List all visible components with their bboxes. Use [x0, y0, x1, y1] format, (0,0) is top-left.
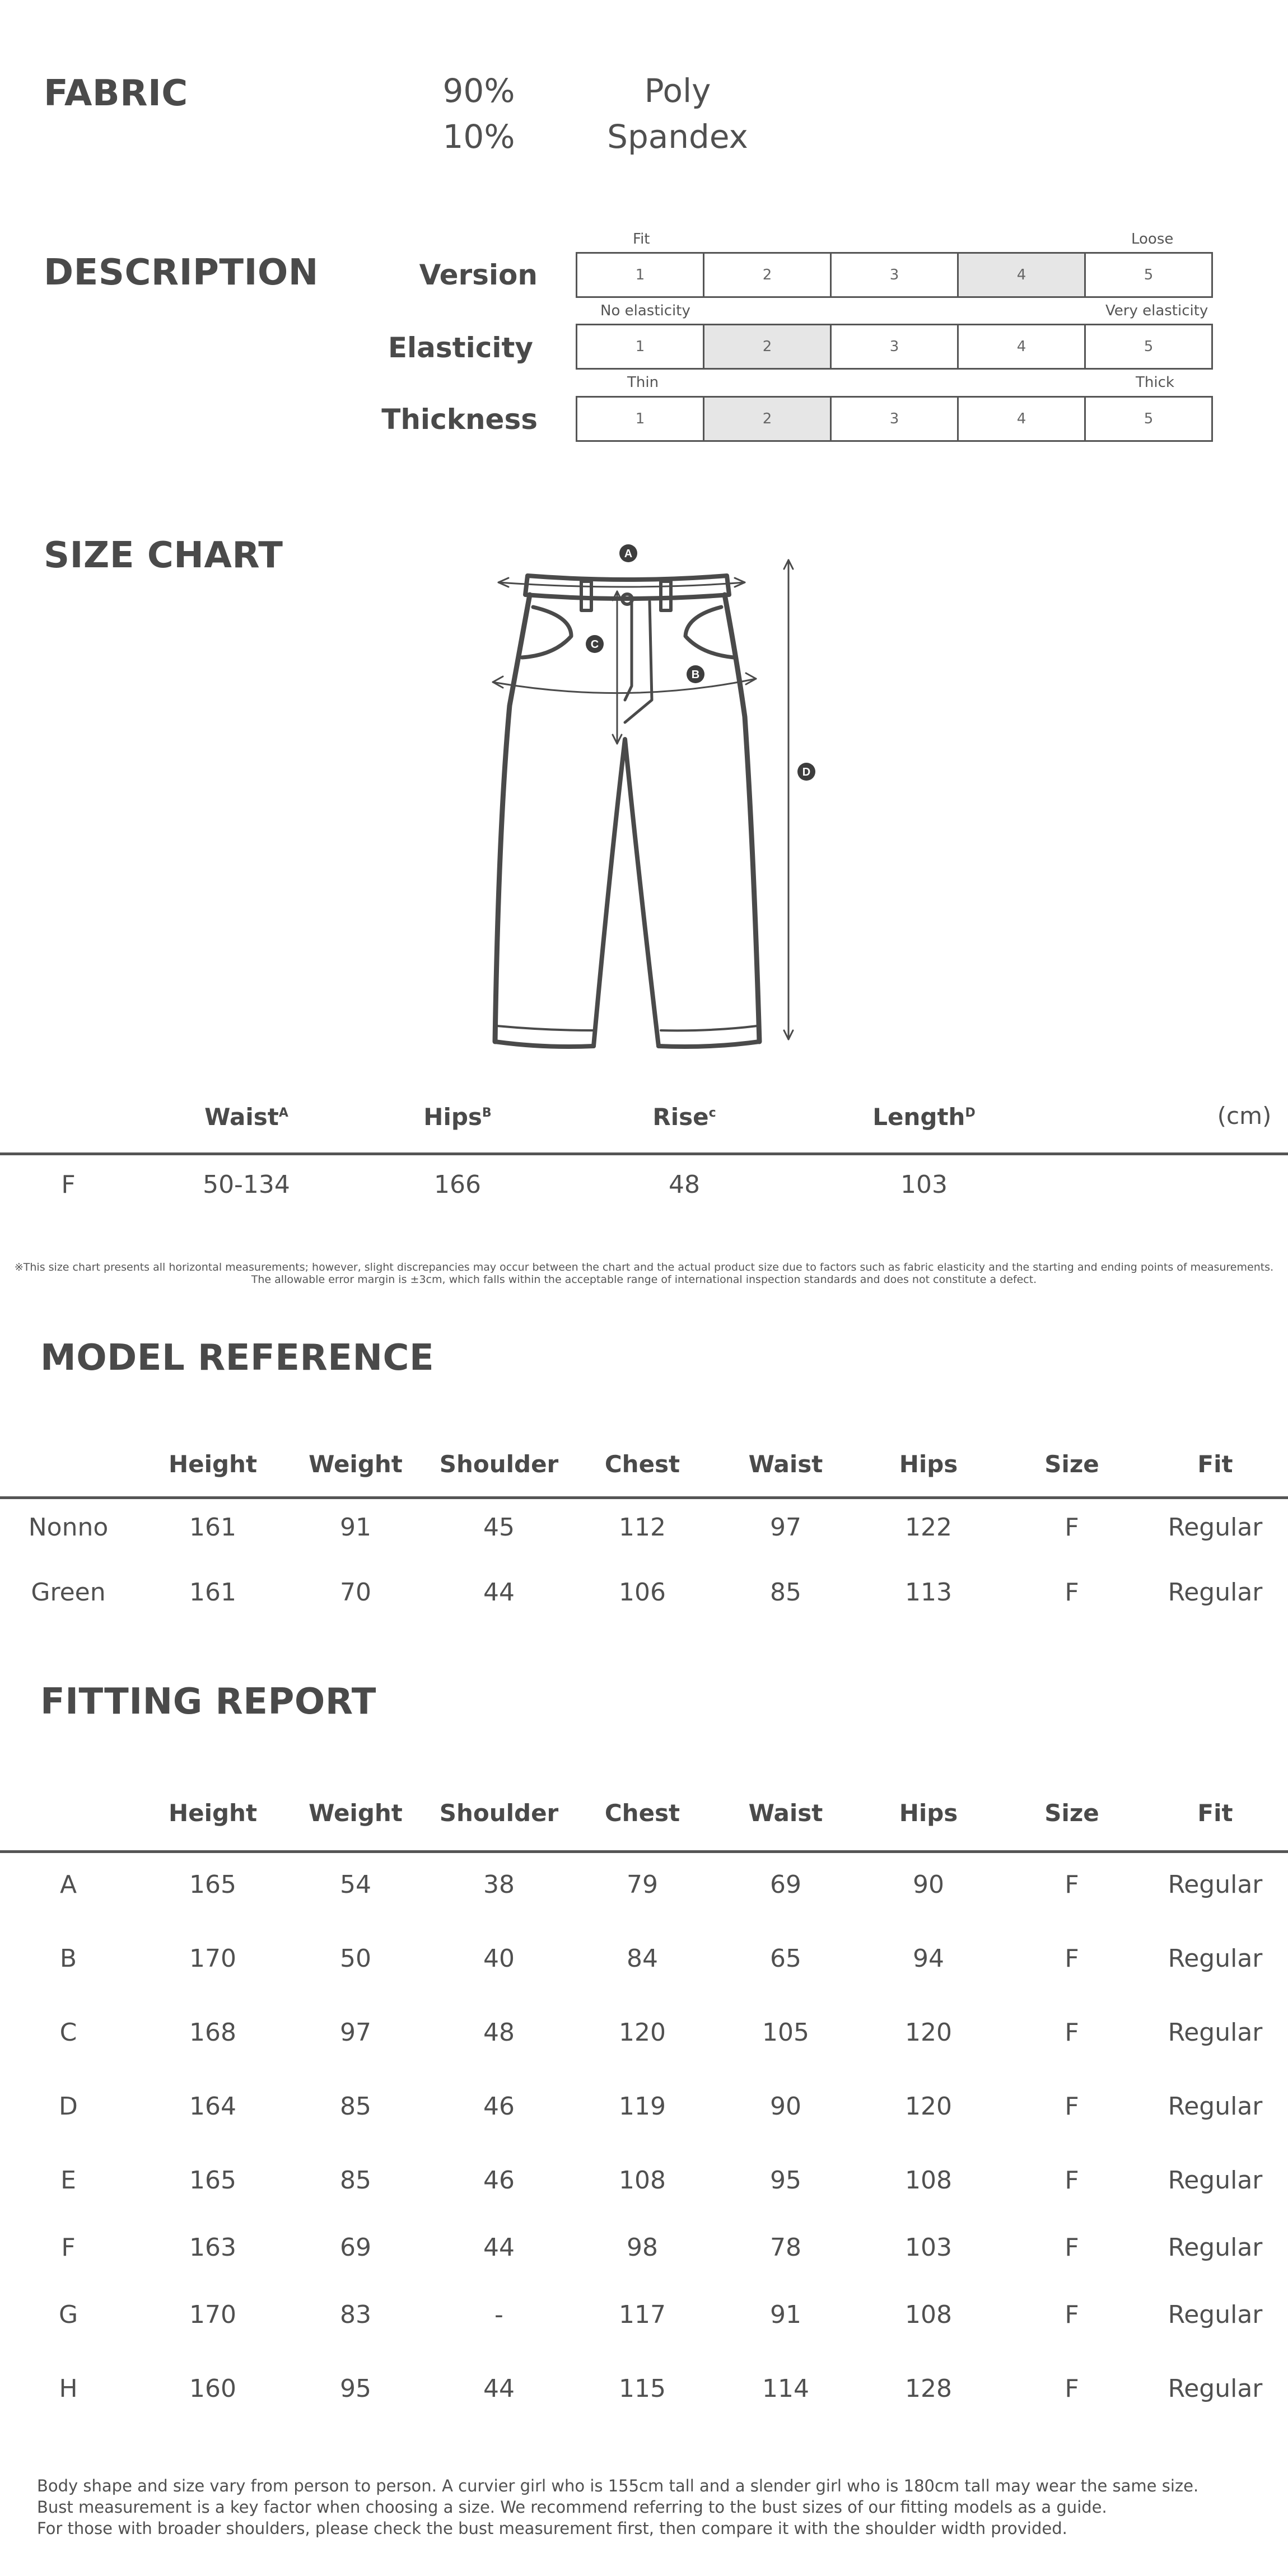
fit-table-rule	[0, 1850, 1288, 1853]
size-row-f-length: 103	[900, 1170, 948, 1199]
fit-row-cell: 79	[627, 1870, 658, 1899]
fit-row-cell: 38	[483, 1870, 515, 1899]
fit-row-cell: 94	[913, 1944, 944, 1973]
fit-row-cell: 90	[770, 2092, 801, 2121]
fit-row-cell: Regular	[1168, 2233, 1263, 2262]
fit-row-cell: 170	[189, 1944, 236, 1973]
elasticity-step-2: 2	[704, 325, 832, 368]
elasticity-step-3: 3	[832, 325, 959, 368]
fit-row-cell: Regular	[1168, 2018, 1263, 2047]
fit-header-hips: Hips	[899, 1799, 958, 1827]
fit-row-cell: F	[1065, 2092, 1079, 2121]
model-header-shoulder: Shoulder	[439, 1450, 559, 1478]
model-row-cell: 113	[905, 1578, 952, 1607]
model-row-cell: F	[1065, 1513, 1079, 1542]
fit-row-cell: 108	[905, 2300, 952, 2329]
version-label: Version	[419, 259, 538, 291]
fit-row-name: F	[61, 2233, 76, 2262]
size-row-f-waist: 50-134	[203, 1170, 290, 1199]
fit-row-cell: F	[1065, 2300, 1079, 2329]
fit-row-cell: 78	[770, 2233, 801, 2262]
size-row-f-hips: 166	[434, 1170, 481, 1199]
fit-row-cell: 114	[762, 2374, 809, 2403]
size-note-line2: The allowable error margin is ±3cm, which falls within the acceptable range of international inspection standards and does not constitute a defect.	[251, 1273, 1037, 1286]
footer-line3: For those with broader shoulders, please check the bust measurement first, then compare it with the shoulder width provided.	[37, 2519, 1067, 2538]
model-row-cell: Regular	[1168, 1578, 1263, 1607]
model-header-weight: Weight	[309, 1450, 403, 1478]
model-row-cell: 70	[340, 1578, 371, 1607]
size-table-rule	[0, 1152, 1288, 1155]
fit-row-cell: F	[1065, 2166, 1079, 2195]
fitting-report-title: FITTING REPORT	[40, 1681, 376, 1723]
fit-row-cell: 91	[770, 2300, 801, 2329]
model-row-cell: 85	[770, 1578, 801, 1607]
fit-row-cell: 168	[189, 2018, 236, 2047]
model-table-rule	[0, 1496, 1288, 1499]
size-unit: (cm)	[1217, 1102, 1272, 1130]
size-header-rise: Rise$^c$	[652, 1103, 716, 1131]
footer-line2: Bust measurement is a key factor when choosing a size. We recommend referring to the bust sizes of our fitting models as a guide.	[37, 2498, 1107, 2517]
fit-row-cell: 115	[619, 2374, 666, 2403]
fabric-material-2: Spandex	[607, 118, 748, 156]
model-row-cell: 44	[483, 1578, 515, 1607]
elasticity-right-end: Very elasticity	[1105, 302, 1208, 319]
fit-row-cell: F	[1065, 2018, 1079, 2047]
size-header-hips: Hips$^B$	[423, 1103, 492, 1131]
svg-text:D: D	[802, 766, 811, 778]
fit-row-cell: F	[1065, 2374, 1079, 2403]
fit-row-cell: 95	[770, 2166, 801, 2195]
fit-row-name: G	[58, 2300, 78, 2329]
fit-row-cell: Regular	[1168, 1944, 1263, 1973]
svg-text:B: B	[691, 669, 700, 681]
fit-row-cell: 46	[483, 2166, 515, 2195]
fit-header-waist: Waist	[748, 1799, 823, 1827]
elasticity-step-1: 1	[577, 325, 704, 368]
model-row-cell: 106	[619, 1578, 666, 1607]
elasticity-left-end: No elasticity	[600, 302, 690, 319]
fit-row-cell: 54	[340, 1870, 371, 1899]
elasticity-label: Elasticity	[388, 332, 533, 364]
fit-row-cell: 163	[189, 2233, 236, 2262]
fit-row-cell: 165	[189, 2166, 236, 2195]
fit-row-cell: Regular	[1168, 2374, 1263, 2403]
fit-row-cell: 84	[627, 1944, 658, 1973]
fit-row-name: H	[59, 2374, 78, 2403]
fit-row-cell: 164	[189, 2092, 236, 2121]
model-row-name: Nonno	[28, 1513, 109, 1542]
fit-row-cell: 120	[619, 2018, 666, 2047]
size-row-f-label: F	[61, 1170, 76, 1199]
footer-line1: Body shape and size vary from person to person. A curvier girl who is 155cm tall and a slender girl who is 180cm tall may wear the same size.	[37, 2476, 1199, 2495]
fit-row-name: D	[59, 2092, 78, 2121]
fabric-title: FABRIC	[44, 73, 188, 114]
fit-header-weight: Weight	[309, 1799, 403, 1827]
fit-row-cell: 103	[905, 2233, 952, 2262]
model-row-cell: 112	[619, 1513, 666, 1542]
fit-row-cell: 108	[619, 2166, 666, 2195]
fit-row-cell: 128	[905, 2374, 952, 2403]
fit-row-cell: 69	[340, 2233, 371, 2262]
fit-row-name: E	[60, 2166, 76, 2195]
thickness-step-3: 3	[832, 398, 959, 440]
model-row-cell: 161	[189, 1578, 236, 1607]
elasticity-step-4: 4	[959, 325, 1086, 368]
fit-row-cell: Regular	[1168, 2092, 1263, 2121]
fit-row-cell: 50	[340, 1944, 371, 1973]
version-scale	[576, 252, 1213, 298]
thickness-step-2: 2	[704, 398, 832, 440]
fit-row-cell: 44	[483, 2233, 515, 2262]
fit-row-cell: 40	[483, 1944, 515, 1973]
size-row-f-rise: 48	[669, 1170, 700, 1199]
thickness-label: Thickness	[381, 403, 538, 436]
elasticity-scale	[576, 324, 1213, 370]
model-header-size: Size	[1044, 1450, 1099, 1478]
fit-row-cell: 120	[905, 2018, 952, 2047]
model-header-height: Height	[168, 1450, 258, 1478]
fit-row-cell: 48	[483, 2018, 515, 2047]
fit-row-cell: 170	[189, 2300, 236, 2329]
model-row-cell: 91	[340, 1513, 371, 1542]
fit-row-cell: 46	[483, 2092, 515, 2121]
size-note-line1: ※This size chart presents all horizontal measurements; however, slight discrepancies may occur between the chart and the actual product size due to factors such as fabric elasticity and the starting and ending points of measurements.	[14, 1261, 1274, 1273]
fit-row-cell: -	[494, 2300, 503, 2329]
thickness-right-end: Thick	[1136, 374, 1174, 391]
model-row-cell: F	[1065, 1578, 1079, 1607]
fit-header-height: Height	[168, 1799, 258, 1827]
measure-marker-d	[797, 763, 815, 781]
description-title: DESCRIPTION	[44, 252, 319, 293]
model-row-cell: 97	[770, 1513, 801, 1542]
version-step-4: 4	[959, 254, 1086, 296]
fit-row-cell: Regular	[1168, 1870, 1263, 1899]
fit-row-cell: 160	[189, 2374, 236, 2403]
thickness-scale	[576, 396, 1213, 442]
fit-row-cell: 98	[627, 2233, 658, 2262]
fit-row-cell: Regular	[1168, 2300, 1263, 2329]
fit-row-cell: 69	[770, 1870, 801, 1899]
pants-diagram	[487, 538, 834, 1064]
model-header-fit: Fit	[1197, 1450, 1233, 1478]
fit-row-cell: F	[1065, 1944, 1079, 1973]
size-header-length: Length$^D$	[872, 1103, 976, 1131]
fit-header-fit: Fit	[1197, 1799, 1233, 1827]
thickness-left-end: Thin	[627, 374, 659, 391]
thickness-step-5: 5	[1144, 410, 1154, 427]
model-reference-title: MODEL REFERENCE	[40, 1337, 435, 1379]
model-header-hips: Hips	[899, 1450, 958, 1478]
svg-text:A: A	[624, 548, 633, 560]
model-row-cell: 161	[189, 1513, 236, 1542]
thickness-step-1: 1	[577, 398, 704, 440]
fit-row-cell: 105	[762, 2018, 809, 2047]
fit-row-cell: 119	[619, 2092, 666, 2121]
version-step-3: 3	[832, 254, 959, 296]
fit-row-name: A	[59, 1870, 77, 1899]
size-header-waist: Waist$^A$	[204, 1103, 288, 1131]
fit-row-cell: 44	[483, 2374, 515, 2403]
size-chart-title: SIZE CHART	[44, 535, 283, 576]
fit-row-cell: Regular	[1168, 2166, 1263, 2195]
measure-marker-a	[619, 544, 637, 562]
version-step-2: 2	[704, 254, 832, 296]
fit-row-cell: F	[1065, 2233, 1079, 2262]
fabric-percent-2: 10%	[442, 118, 515, 156]
model-header-waist: Waist	[748, 1450, 823, 1478]
thickness-step-4: 4	[959, 398, 1086, 440]
fit-row-cell: 95	[340, 2374, 371, 2403]
fit-row-cell: F	[1065, 1870, 1079, 1899]
measure-marker-c	[586, 635, 604, 653]
fit-row-cell: 85	[340, 2092, 371, 2121]
fit-row-cell: 90	[913, 1870, 944, 1899]
fit-row-name: B	[59, 1944, 77, 1973]
fabric-material-1: Poly	[644, 72, 711, 110]
version-step-5: 5	[1144, 267, 1154, 283]
fit-row-cell: 117	[619, 2300, 666, 2329]
elasticity-step-5: 5	[1144, 338, 1154, 355]
model-row-cell: 122	[905, 1513, 952, 1542]
measure-marker-b	[687, 665, 704, 683]
version-right-end: Loose	[1131, 231, 1174, 248]
fit-header-chest: Chest	[604, 1799, 680, 1827]
fit-row-cell: 85	[340, 2166, 371, 2195]
fit-header-size: Size	[1044, 1799, 1099, 1827]
svg-text:C: C	[590, 638, 599, 651]
fit-row-cell: 108	[905, 2166, 952, 2195]
fit-header-shoulder: Shoulder	[439, 1799, 559, 1827]
fit-row-cell: 65	[770, 1944, 801, 1973]
version-left-end: Fit	[633, 231, 650, 248]
version-step-1: 1	[577, 254, 704, 296]
model-row-cell: Regular	[1168, 1513, 1263, 1542]
model-row-cell: 45	[483, 1513, 515, 1542]
fit-row-cell: 120	[905, 2092, 952, 2121]
fabric-percent-1: 90%	[442, 72, 515, 110]
model-header-chest: Chest	[604, 1450, 680, 1478]
fit-row-cell: 83	[340, 2300, 371, 2329]
fit-row-cell: 97	[340, 2018, 371, 2047]
fit-row-name: C	[59, 2018, 77, 2047]
fit-row-cell: 165	[189, 1870, 236, 1899]
model-row-name: Green	[31, 1578, 106, 1607]
